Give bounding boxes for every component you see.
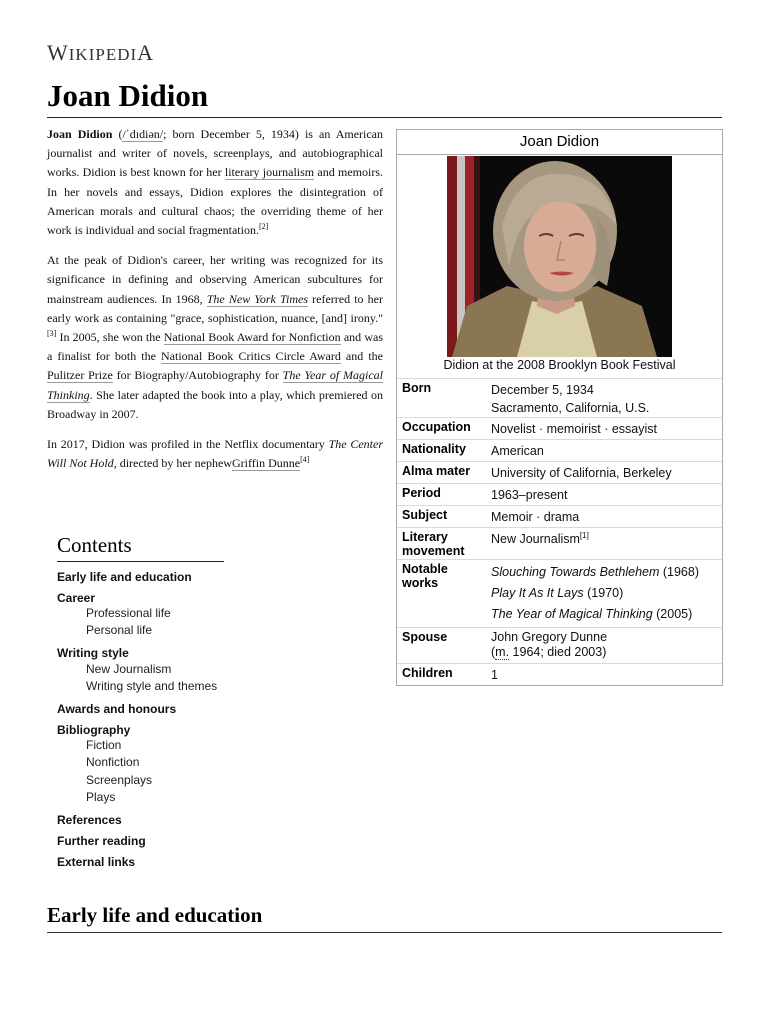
infobox-row-movement: Literary movement New Journalism[1] — [397, 527, 722, 560]
title-divider — [47, 117, 722, 118]
infobox-row-notable-works: Notable works Slouching Towards Bethlehem (1968) Play It As It Lays (1970) The Year of Magical Thinking (2005) — [397, 559, 722, 628]
wikipedia-logo[interactable]: WIKIPEDIA — [47, 40, 155, 65]
toc-item[interactable]: External links — [57, 855, 136, 869]
year-of-magical-thinking-link[interactable]: The Year of Magical Thinking — [47, 368, 383, 402]
spouse-link[interactable]: John Gregory Dunne — [491, 630, 608, 644]
infobox-row-nationality: Nationality American — [397, 439, 722, 462]
toc-subitem[interactable]: Screenplays — [86, 773, 153, 787]
lead-paragraph-1: Joan Didion (/ˈdɪdiən/; born December 5, 1934) is an American journalist and writer of novels, screenplays, and autobiographical works. Didion is best known for her literary journalism and memoirs. In her novels and essays, Didion explores the disintegration of American morals and cultural chaos; the overriding theme of her work is individual and social fragmentation.[2] — [47, 127, 384, 238]
toc-item[interactable]: Awards and honours — [57, 702, 177, 716]
pulitzer-prize-link[interactable]: Pulitzer Prize — [47, 368, 113, 383]
toc-item[interactable]: Bibliography — [57, 723, 131, 737]
toc-item[interactable]: Early life and education — [57, 570, 192, 584]
infobox-row-subject: Subject Memoir · drama — [397, 505, 722, 528]
toc-subitem[interactable]: Fiction — [86, 738, 122, 752]
documentary-title: The Center Will Not Hold — [47, 437, 383, 471]
toc-title: Contents — [57, 533, 224, 562]
citation-3[interactable]: [3] — [47, 329, 57, 339]
toc-subitem[interactable]: Plays — [86, 790, 116, 804]
infobox — [396, 129, 723, 686]
infobox-row-alma-mater: Alma mater University of California, Berkeley — [397, 461, 722, 484]
lead-paragraph-2: At the peak of Didion's career, her writing was recognized for its significance in defining and observing American subcultures for mainstream audiences. In 1968, The New York Times referred to her early work as containing "grace, sophistication, nuance, [and] irony."[3] In 2005, she won the National Book Award for Nonfiction and was a finalist for both the National Book Critics Circle Award and the Pulitzer Prize for Biography/Autobiography for The Year of Magical Thinking. She later adapted the book into a play, which premiered on Broadway in 2007. — [47, 253, 383, 421]
toc-subitem[interactable]: Writing style and themes — [86, 679, 218, 693]
infobox-row-spouse: Spouse John Gregory Dunne (m. 1964; died 2003) — [397, 627, 722, 664]
infobox-row-born: Born December 5, 1934 Sacramento, California, U.S. — [397, 378, 722, 418]
subject-name: Joan Didion — [47, 127, 113, 141]
nyt-link[interactable]: The New York Times — [206, 291, 309, 306]
toc-item[interactable]: References — [57, 813, 122, 827]
toc-subitem[interactable]: Personal life — [86, 623, 153, 637]
griffin-dunne-link[interactable]: Griffin Dunne — [231, 456, 301, 471]
citation-2[interactable]: [2] — [258, 222, 269, 232]
citation-4[interactable]: [4] — [300, 455, 310, 465]
section-heading: Early life and education — [47, 903, 263, 927]
toc-item[interactable]: Career — [57, 591, 96, 605]
notable-work-item: The Year of Magical Thinking (2005) — [491, 607, 693, 621]
alma-mater-link[interactable]: University of California, Berkeley — [491, 466, 672, 480]
toc-subitem[interactable]: Professional life — [86, 606, 171, 620]
table-of-contents — [57, 533, 357, 869]
photo-caption: Didion at the 2008 Brooklyn Book Festival — [443, 358, 676, 372]
section-divider — [47, 932, 722, 933]
lead-paragraph-3: In 2017, Didion was profiled in the Netflix documentary The Center Will Not Hold, directed by her nephewGriffin Dunne[4] — [47, 437, 383, 471]
literary-journalism-link[interactable]: literary journalism — [224, 165, 315, 180]
citation-1[interactable]: [1] — [579, 530, 589, 540]
infobox-title: Joan Didion — [397, 130, 722, 155]
toc-item[interactable]: Further reading — [57, 834, 146, 848]
lead-section — [47, 125, 383, 484]
new-journalism-link[interactable]: New Journalism — [491, 532, 580, 546]
infobox-row-period: Period 1963–present — [397, 483, 722, 506]
toc-subitem[interactable]: Nonfiction — [86, 755, 140, 769]
notable-work-item: Play It As It Lays (1970) — [491, 586, 624, 600]
nbcc-award-link[interactable]: National Book Critics Circle Award — [161, 349, 341, 364]
portrait-image — [447, 156, 672, 357]
infobox-row-children: Children 1 — [397, 663, 722, 685]
birthplace-link[interactable]: Sacramento, California, U.S. — [491, 401, 650, 415]
toc-item[interactable]: Writing style — [57, 646, 129, 660]
toc-subitem[interactable]: New Journalism — [86, 662, 172, 676]
infobox-row-occupation: Occupation Novelist · memoirist · essayist — [397, 417, 722, 440]
national-book-award-link[interactable]: National Book Award for Nonfiction — [163, 330, 341, 345]
married-abbr[interactable]: m. — [495, 645, 510, 659]
notable-work-item: Slouching Towards Bethlehem (1968) — [491, 565, 699, 579]
portrait-photo[interactable] — [447, 156, 672, 357]
page-title: Joan Didion — [47, 78, 209, 113]
pronunciation-link[interactable]: /ˈdɪdiən/ — [122, 127, 164, 141]
